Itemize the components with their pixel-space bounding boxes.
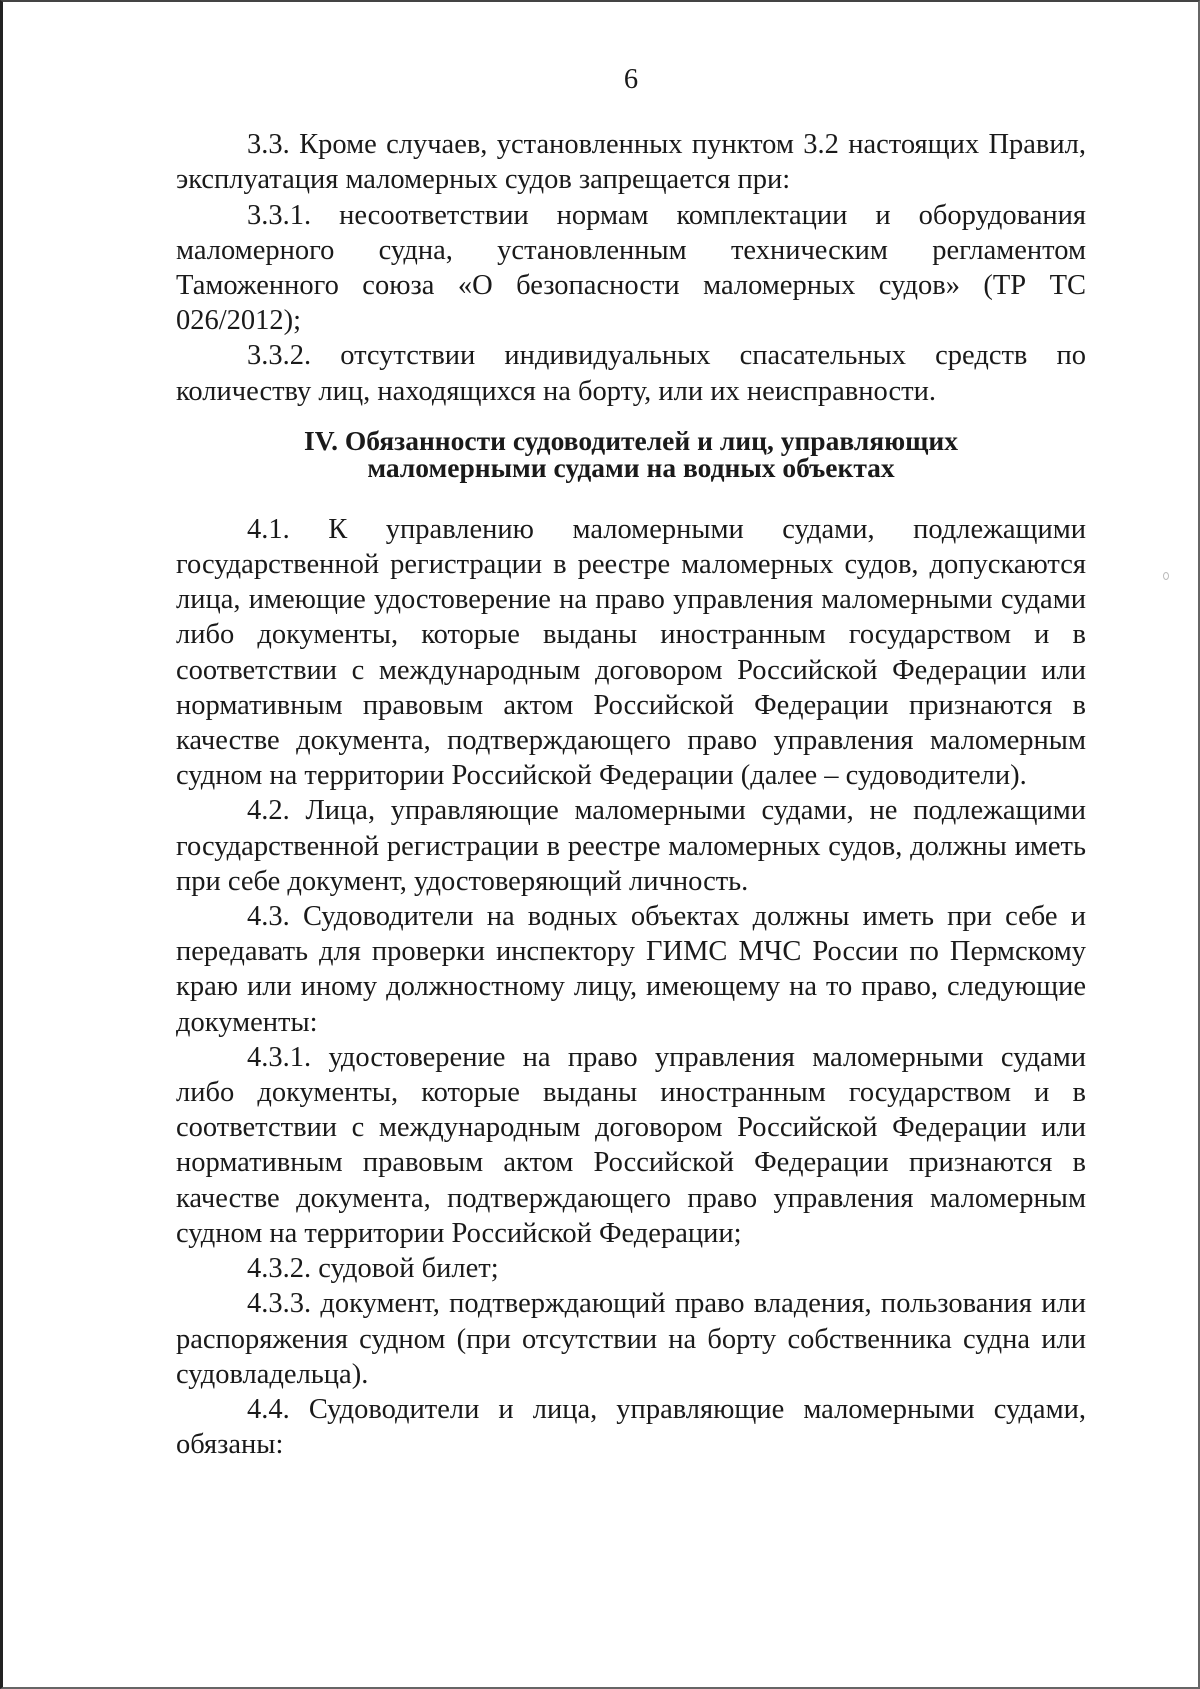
page-number: 6 (623, 64, 639, 95)
paragraph-3-3-2: 3.3.2. отсутствии индивидуальных спасательных средств по количеству лиц, находящихся на борту, или их неисправности. (176, 340, 1086, 407)
scan-artifact (1163, 572, 1169, 580)
paragraph-4-3: 4.3. Судоводители на водных объектах должны иметь при себе и передавать для проверки инспектору ГИМС МЧС России по Пермскому краю или иному должностному лицу, имеющему на то право, следующие документы: (176, 901, 1086, 1038)
paragraph-4-3-1: 4.3.1. удостоверение на право управления маломерными судами либо документы, которые выданы иностранным государством и в соответствии с международным договором Российской Федерации или нормативным правовым актом Российской Федерации признаются в качестве документа, подтверждающего право управления маломерным судном на территории Российской Федерации; (176, 1041, 1086, 1249)
section-heading (176, 424, 1086, 483)
paragraph-4-2: 4.2. Лица, управляющие маломерными судами, не подлежащими государственной регистрации в реестре маломерных судов, должны иметь при себе документ, удостоверяющий личность. (176, 795, 1086, 897)
paragraph-3-3-1: 3.3.1. несоответствии нормам комплектации и оборудования маломерного судна, установленным техническим регламентом Таможенного союза «О безопасности маломерных судов» (ТР ТС 026/2012); (176, 199, 1086, 337)
paragraph-4-3-2: 4.3.2. судовой билет; (247, 1253, 499, 1285)
paragraph-3-3: 3.3. Кроме случаев, установленных пунктом 3.2 настоящих Правил, эксплуатация маломерных судов запрещается при: (176, 129, 1086, 196)
paragraph-4-4: 4.4. Судоводители и лица, управляющие маломерными судами, обязаны: (176, 1393, 1086, 1461)
section-heading-line-1: IV. Обязанности судоводителей и лиц, управляющих (304, 424, 958, 456)
paragraph-4-1: 4.1. К управлению маломерными судами, подлежащими государственной регистрации в реестре маломерных судов, допускаются лица, имеющие удостоверение на право управления маломерными судами либо документы, которые выданы иностранным государством и в соответствии с международным договором Российской Федерации или нормативным правовым актом Российской Федерации признаются в качестве документа, подтверждающего право управления маломерным судном на территории Российской Федерации (далее – судоводители). (176, 513, 1086, 792)
paragraph-4-3-3: 4.3.3. документ, подтверждающий право владения, пользования или распоряжения судном (при отсутствии на борту собственника судна или судовладельца). (176, 1288, 1086, 1390)
document-page (176, 62, 1086, 1462)
section-heading-line-2: маломерными судами на водных объектах (367, 451, 895, 483)
